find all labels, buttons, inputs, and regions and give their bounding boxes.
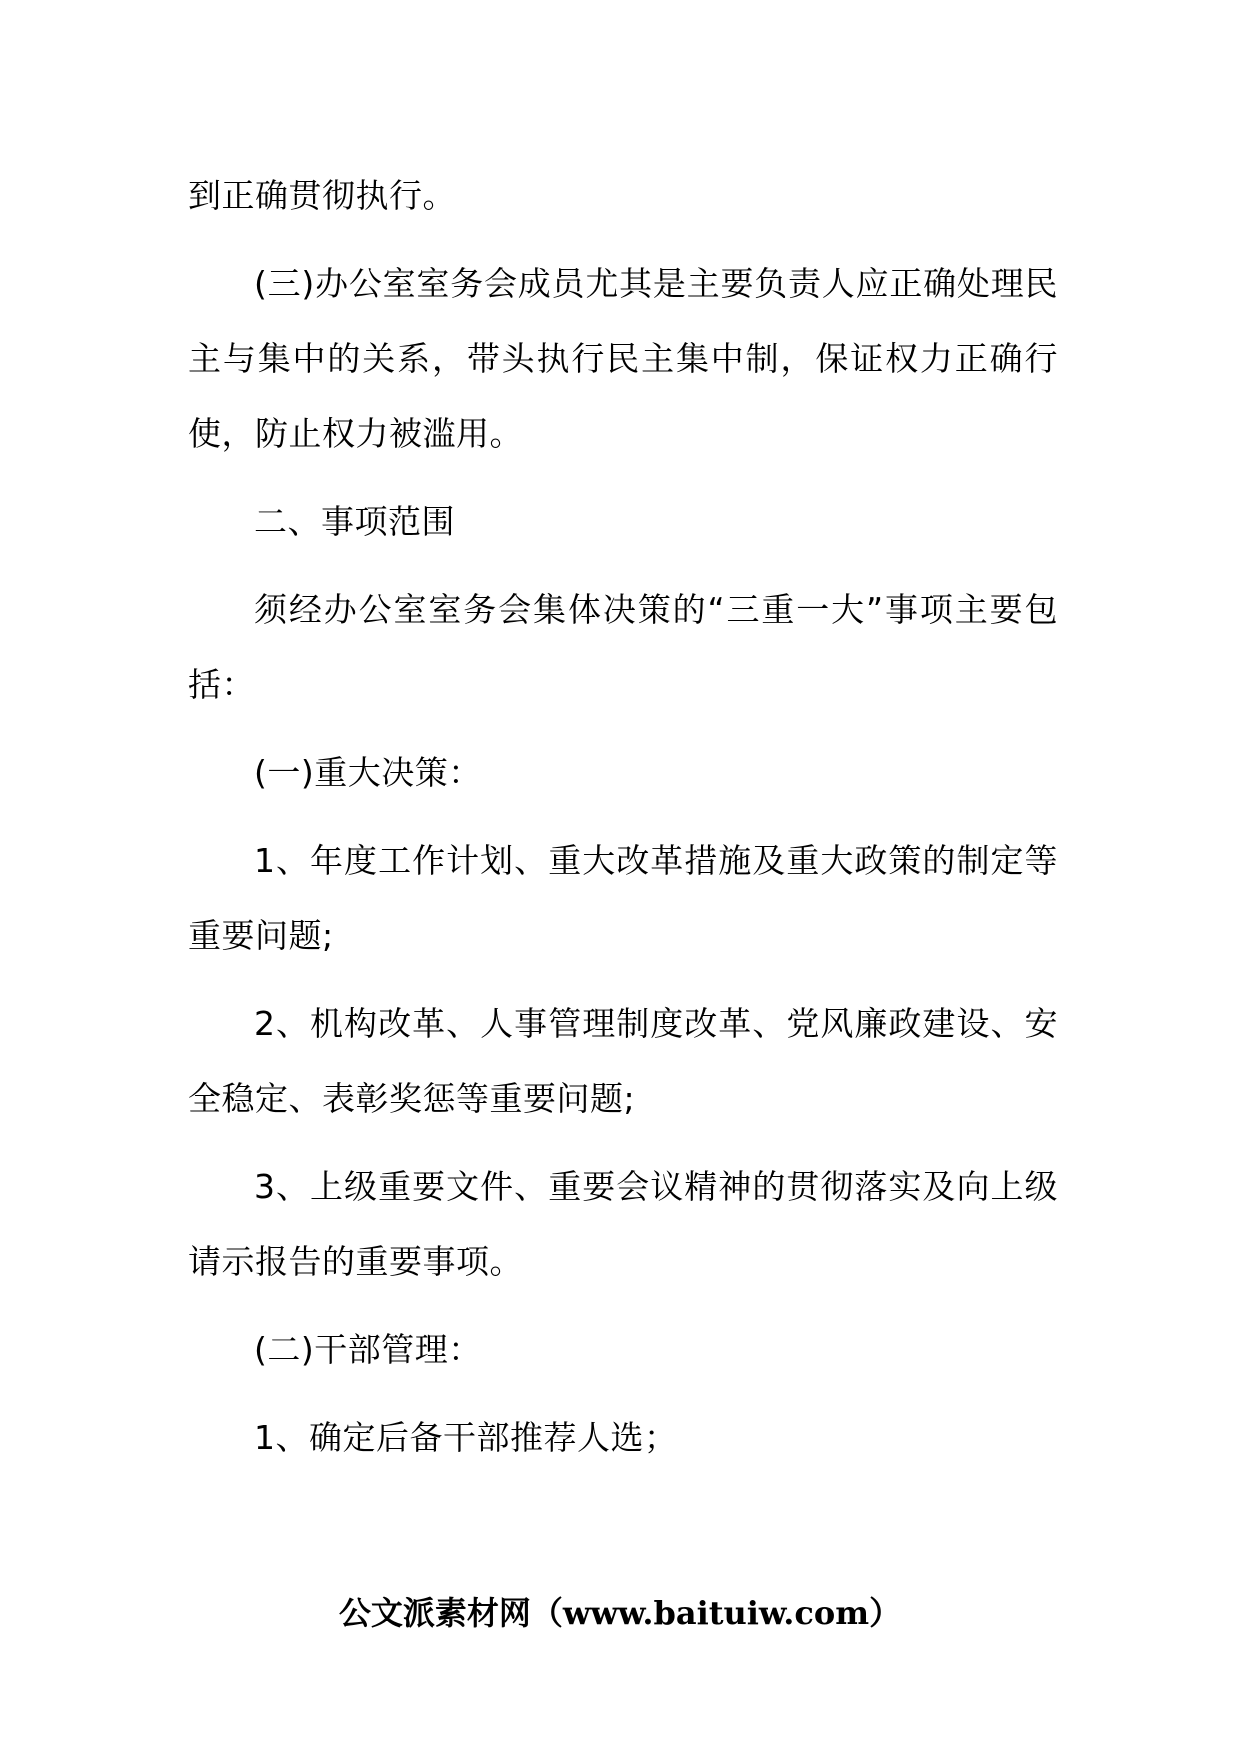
list-item-decisions-2: 2、机构改革、人事管理制度改革、党风廉政建设、安全稳定、表彰奖惩等重要问题;	[188, 1004, 1058, 1118]
section-heading-scope: 二、事项范围	[254, 502, 455, 541]
subheading-major-decisions: (一)重大决策：	[254, 753, 482, 792]
list-item-decisions-1: 1、年度工作计划、重大改革措施及重大政策的制定等重要问题;	[188, 841, 1058, 955]
subheading-cadre-management: (二)干部管理：	[254, 1330, 482, 1369]
list-item-decisions-3: 3、上级重要文件、重要会议精神的贯彻落实及向上级请示报告的重要事项。	[188, 1167, 1058, 1281]
list-item-cadre-1: 1、确定后备干部推荐人选；	[254, 1418, 678, 1457]
document-body	[188, 158, 1058, 1475]
paragraph-continuation: 到正确贯彻执行。	[188, 176, 456, 215]
footer-watermark: 公文派素材网（www.baituiw.com）	[338, 1594, 902, 1632]
paragraph-item-three: (三)办公室室务会成员尤其是主要负责人应正确处理民主与集中的关系，带头执行民主集中制，保证权力正确行使，防止权力被滥用。	[188, 264, 1058, 453]
paragraph-scope-intro: 须经办公室室务会集体决策的“三重一大”事项主要包括：	[188, 590, 1058, 704]
